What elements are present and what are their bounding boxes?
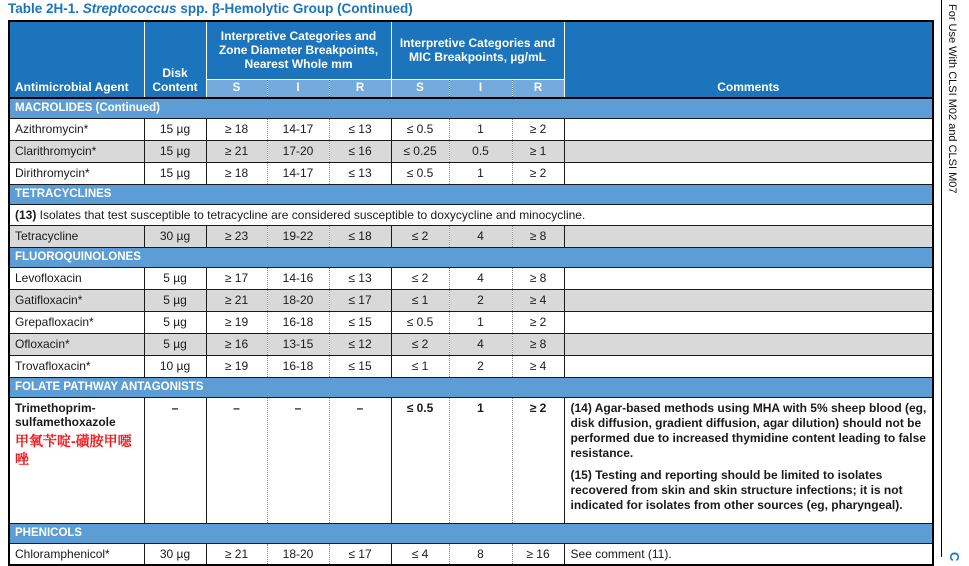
mic-i-cell: 1 (449, 118, 512, 140)
agent-cell (9, 355, 144, 377)
mic-i-cell: 4 (449, 267, 512, 289)
mic-r-cell: ≥ 2 (512, 397, 564, 523)
mic-s-cell: ≤ 2 (391, 267, 449, 289)
zone-s-cell: ≥ 21 (206, 543, 267, 565)
sidebar-partial-glyph: C (947, 552, 962, 562)
mic-s-cell: ≤ 1 (391, 289, 449, 311)
comment-paragraph: (14) Agar-based methods using MHA with 5% sheep blood (eg, disk diffusion, gradient diffusion, agar dilution) should not be performed due to increased thymidine content leading to false resistance. (570, 400, 927, 460)
table-row (9, 140, 933, 162)
agent-cell (9, 118, 144, 140)
table-row (9, 225, 933, 247)
agent-name: Trimethoprim-sulfamethoxazole (15, 400, 116, 429)
zone-i-cell: 16-18 (267, 355, 329, 377)
col-header-mic-r: R (512, 79, 564, 98)
disk-content-cell: 15 µg (144, 162, 206, 184)
table-row (9, 289, 933, 311)
col-header-zone-r: R (329, 79, 391, 98)
page-margin-rule (941, 0, 942, 557)
disk-content-cell: 5 µg (144, 289, 206, 311)
agent-cell (9, 333, 144, 355)
section-label: MACROLIDES (Continued) (9, 98, 933, 118)
note-text: (13) Isolates that test susceptible to tetracycline are considered susceptible to doxycycline and minocycline. (9, 204, 933, 225)
disk-content-cell: 5 µg (144, 333, 206, 355)
zone-i-cell: 14-17 (267, 118, 329, 140)
sidebar-vertical-text: For Use With CLSI M02 and CLSI M07 (946, 4, 958, 194)
zone-r-cell: ≤ 15 (329, 311, 391, 333)
disk-content-cell: 15 µg (144, 140, 206, 162)
page-title-prefix: Table 2H-1. (8, 1, 83, 16)
col-header-antimicrobial-agent: Antimicrobial Agent (9, 21, 144, 98)
table-row (9, 311, 933, 333)
zone-s-cell: ≥ 17 (206, 267, 267, 289)
comment-cell (564, 311, 933, 333)
agent-name: Gatifloxacin* (15, 293, 83, 307)
agent-name: Chloramphenicol* (15, 546, 110, 561)
mic-r-cell: ≥ 1 (512, 140, 564, 162)
mic-s-cell: ≤ 0.5 (391, 397, 449, 523)
zone-i-cell: 19-22 (267, 225, 329, 247)
agent-name: Azithromycin* (15, 122, 89, 136)
disk-content-cell: 30 µg (144, 543, 206, 565)
mic-r-cell: ≥ 4 (512, 355, 564, 377)
mic-s-cell: ≤ 0.5 (391, 162, 449, 184)
comment-cell (564, 289, 933, 311)
mic-s-cell: ≤ 2 (391, 333, 449, 355)
mic-r-cell: ≥ 2 (512, 118, 564, 140)
disk-content-cell: 10 µg (144, 355, 206, 377)
page-title (8, 1, 413, 16)
zone-i-cell: 18-20 (267, 543, 329, 565)
agent-name: Dirithromycin* (15, 166, 90, 180)
comment-cell (564, 225, 933, 247)
comment-cell (564, 333, 933, 355)
zone-r-cell: ≤ 13 (329, 118, 391, 140)
zone-i-cell: 14-16 (267, 267, 329, 289)
table-row (9, 397, 933, 523)
zone-s-cell: – (206, 397, 267, 523)
mic-r-cell: ≥ 8 (512, 333, 564, 355)
agent-cell (9, 162, 144, 184)
page-title-suffix: spp. β-Hemolytic Group (Continued) (176, 1, 413, 16)
col-header-comments: Comments (564, 21, 933, 98)
agent-name: Ofloxacin* (15, 337, 70, 351)
agent-cell (9, 140, 144, 162)
mic-r-cell: ≥ 8 (512, 225, 564, 247)
agent-name: Tetracycline (15, 229, 79, 243)
mic-i-cell: 2 (449, 355, 512, 377)
zone-i-cell: 18-20 (267, 289, 329, 311)
agent-cell (9, 225, 144, 247)
disk-content-cell: – (144, 397, 206, 523)
disk-content-cell: 5 µg (144, 267, 206, 289)
zone-r-cell: – (329, 397, 391, 523)
agent-annotation-cjk: 甲氧苄啶-磺胺甲噁唑 (15, 432, 132, 467)
mic-r-cell: ≥ 2 (512, 162, 564, 184)
col-header-zone-s: S (206, 79, 267, 98)
mic-s-cell: ≤ 1 (391, 355, 449, 377)
agent-cell (9, 267, 144, 289)
col-group-zone-breakpoints: Interpretive Categories and Zone Diameter Breakpoints, Nearest Whole mm (206, 21, 391, 79)
mic-r-cell: ≥ 2 (512, 311, 564, 333)
header-row-groups (9, 21, 933, 79)
mic-i-cell: 2 (449, 289, 512, 311)
section-label: FLUOROQUINOLONES (9, 247, 933, 267)
comment-cell: See comment (11). (564, 543, 933, 565)
comment-paragraph: (15) Testing and reporting should be limited to isolates recovered from skin and skin structure infections; it is not indicated for isolates from other sources (eg, pharyngeal). (570, 467, 903, 512)
zone-s-cell: ≥ 19 (206, 355, 267, 377)
zone-r-cell: ≤ 17 (329, 543, 391, 565)
section-row (9, 377, 933, 397)
zone-i-cell: – (267, 397, 329, 523)
zone-i-cell: 14-17 (267, 162, 329, 184)
comment-cell (564, 118, 933, 140)
section-label: PHENICOLS (9, 523, 933, 543)
table-body (9, 98, 933, 565)
zone-s-cell: ≥ 21 (206, 289, 267, 311)
agent-cell (9, 311, 144, 333)
table-row (9, 543, 933, 565)
table-row (9, 267, 933, 289)
zone-r-cell: ≤ 15 (329, 355, 391, 377)
section-row (9, 184, 933, 204)
agent-name: Clarithromycin* (15, 144, 97, 158)
mic-s-cell: ≤ 2 (391, 225, 449, 247)
mic-s-cell: ≤ 0.5 (391, 311, 449, 333)
col-group-mic-breakpoints: Interpretive Categories and MIC Breakpoints, µg/mL (391, 21, 564, 79)
agent-name: Levofloxacin (15, 271, 82, 285)
mic-r-cell: ≥ 16 (512, 543, 564, 565)
mic-i-cell: 1 (449, 162, 512, 184)
zone-s-cell: ≥ 21 (206, 140, 267, 162)
comment-cell (564, 162, 933, 184)
zone-s-cell: ≥ 23 (206, 225, 267, 247)
zone-r-cell: ≤ 16 (329, 140, 391, 162)
mic-r-cell: ≥ 4 (512, 289, 564, 311)
zone-s-cell: ≥ 18 (206, 118, 267, 140)
disk-content-cell: 30 µg (144, 225, 206, 247)
zone-i-cell: 13-15 (267, 333, 329, 355)
mic-s-cell: ≤ 0.5 (391, 118, 449, 140)
section-row (9, 98, 933, 118)
zone-r-cell: ≤ 13 (329, 267, 391, 289)
mic-i-cell: 1 (449, 311, 512, 333)
table-header (9, 21, 933, 98)
mic-i-cell: 1 (449, 397, 512, 523)
zone-r-cell: ≤ 13 (329, 162, 391, 184)
mic-i-cell: 4 (449, 333, 512, 355)
zone-i-cell: 16-18 (267, 311, 329, 333)
agent-cell (9, 397, 144, 523)
col-header-disk-content: Disk Content (144, 21, 206, 98)
agent-name: Trovafloxacin* (15, 359, 91, 373)
page-title-species: Streptococcus (82, 1, 177, 16)
note-number: (13) (15, 207, 37, 222)
note-row (9, 204, 933, 225)
mic-s-cell: ≤ 0.25 (391, 140, 449, 162)
mic-i-cell: 8 (449, 543, 512, 565)
mic-s-cell: ≤ 4 (391, 543, 449, 565)
col-header-mic-s: S (391, 79, 449, 98)
zone-r-cell: ≤ 18 (329, 225, 391, 247)
section-label: FOLATE PATHWAY ANTAGONISTS (9, 377, 933, 397)
section-row (9, 523, 933, 543)
mic-r-cell: ≥ 8 (512, 267, 564, 289)
mic-i-cell: 4 (449, 225, 512, 247)
section-label: TETRACYCLINES (9, 184, 933, 204)
zone-s-cell: ≥ 18 (206, 162, 267, 184)
table-row (9, 162, 933, 184)
zone-i-cell: 17-20 (267, 140, 329, 162)
agent-name: Grepafloxacin* (15, 315, 94, 329)
col-header-mic-i: I (449, 79, 512, 98)
table-row (9, 333, 933, 355)
table-row (9, 355, 933, 377)
table-row (9, 118, 933, 140)
breakpoints-table (8, 20, 934, 566)
zone-s-cell: ≥ 16 (206, 333, 267, 355)
comment-cell (564, 397, 933, 523)
col-header-zone-i: I (267, 79, 329, 98)
zone-r-cell: ≤ 12 (329, 333, 391, 355)
agent-cell (9, 289, 144, 311)
agent-cell (9, 543, 144, 565)
zone-s-cell: ≥ 19 (206, 311, 267, 333)
zone-r-cell: ≤ 17 (329, 289, 391, 311)
comment-cell (564, 267, 933, 289)
comment-cell (564, 355, 933, 377)
comment-cell (564, 140, 933, 162)
section-row (9, 247, 933, 267)
mic-i-cell: 0.5 (449, 140, 512, 162)
disk-content-cell: 5 µg (144, 311, 206, 333)
disk-content-cell: 15 µg (144, 118, 206, 140)
